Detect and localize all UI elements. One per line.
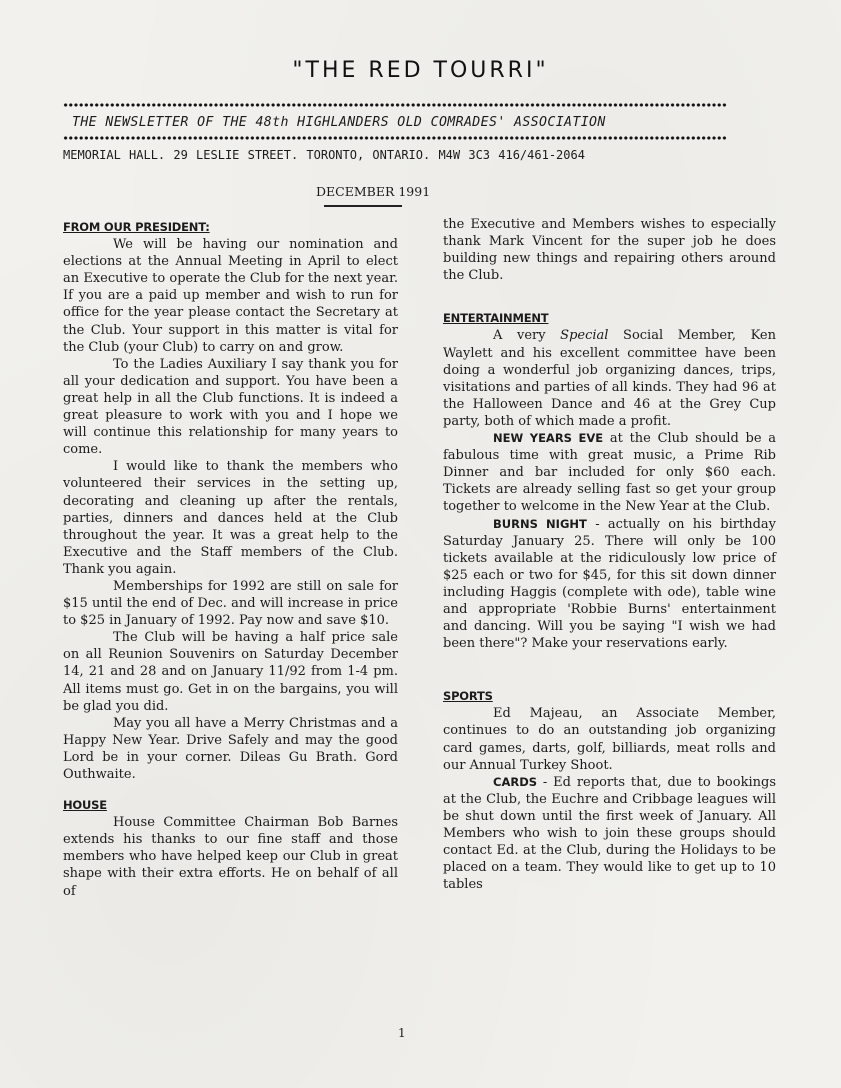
- asterisk-divider-bottom: [63, 134, 727, 142]
- cards-label: CARDS: [493, 774, 538, 789]
- left-column: [63, 219, 398, 900]
- president-paragraph-3: I would like to thank the members who volunteered their services in the setting up, decorating and cleaning up after the rentals, parties, dinners and dances held at the Club throughout the year. It was a great help to the Executive and the Staff members of the Club. Thank you again.: [63, 459, 398, 577]
- house-heading: HOUSE: [63, 798, 107, 813]
- newsletter-subtitle: THE NEWSLETTER OF THE 48th HIGHLANDERS OLD COMRADES' ASSOCIATION: [72, 115, 606, 130]
- president-paragraph-1: We will be having our nomination and elections at the Annual Meeting in April to elect an Executive to operate the Club for the next year. If you are a paid up member and wish to run for office for the year please contact the Secretary at the Club. Your support in this matter is vital for the Club (your Club) to carry on and grow.: [63, 237, 398, 355]
- burns-night-paragraph: BURNS NIGHT - actually on his birthday Saturday January 25. There will only be 100 tickets available at the ridiculously low price of $25 each or two for $45, for this sit down dinner including Haggis (complete with ode), table wine and appropriate 'Robbie Burns' entertainment and dancing. Will you be saying "I wish we had been there"? Make your reservations early.: [443, 516, 776, 652]
- entertainment-heading: ENTERTAINMENT: [443, 311, 549, 326]
- house-paragraph-continued: the Executive and Members wishes to especially thank Mark Vincent for the super job he does building new things and repairing others around the Club.: [443, 217, 776, 284]
- asterisk-divider-top: [63, 101, 727, 109]
- president-paragraph-6: May you all have a Merry Christmas and a Happy New Year. Drive Safely and may the good Lord be in your corner. Dileas Gu Brath. Gord Outhwaite.: [63, 715, 398, 782]
- entertainment-paragraph: A very Special Social Member, Ken Waylett and his excellent committee have been doing a wonderful job organizing dances, trips, visitations and parties of all kinds. They had 96 at the Halloween Dance and 46 at the Grey Cup party, both of which made a profit.: [443, 328, 777, 429]
- page-number: 1: [398, 1026, 406, 1040]
- president-paragraph-2: To the Ladies Auxiliary I say thank you for all your dedication and support. You have been a great help in all the Club functions. It is indeed a great pleasure to work with you and I hope we will continue this relationship for many years to come.: [63, 356, 398, 458]
- president-heading: FROM OUR PRESIDENT:: [63, 220, 210, 234]
- right-column: [443, 216, 776, 893]
- issue-date: DECEMBER 1991: [316, 184, 431, 199]
- cards-paragraph: CARDS - Ed reports that, due to bookings at the Club, the Euchre and Cribbage leagues will be shut down until the first week of January. All Members who wish to join these groups should contact Ed. at the Club, during the Holidays to be placed on a team. They would like to get up to 10 tables: [443, 774, 776, 893]
- club-address: MEMORIAL HALL. 29 LESLIE STREET. TORONTO, ONTARIO. M4W 3C3 416/461-2064: [63, 148, 585, 162]
- date-underline: [324, 205, 402, 207]
- president-paragraph-4: Memberships for 1992 are still on sale for $15 until the end of Dec. and will increase in price to $25 in January of 1992. Pay now and save $10.: [63, 578, 398, 629]
- sports-heading: SPORTS: [443, 689, 493, 704]
- president-paragraph-5: The Club will be having a half price sale on all Reunion Souvenirs on Saturday December 14, 21 and 28 and on January 11/92 from 1-4 pm. All items must go. Get in on the bargains, you will be glad you did.: [63, 630, 398, 714]
- special-emphasis: Special: [560, 328, 609, 344]
- newsletter-title: "THE RED TOURRI": [292, 58, 549, 83]
- new-years-eve-paragraph: NEW YEARS EVE at the Club should be a fabulous time with great music, a Prime Rib Dinner and bar included for only $60 each. Tickets are already selling fast so get your group together to welcome in the New Year at the Club.: [443, 431, 776, 515]
- house-paragraph: House Committee Chairman Bob Barnes extends his thanks to our fine staff and those members who have helped keep our Club in great shape with their extra efforts. He on behalf of all of: [63, 815, 398, 899]
- new-years-eve-label: NEW YEARS EVE: [493, 431, 604, 446]
- sports-paragraph: Ed Majeau, an Associate Member, continues to do an outstanding job organizing card games, darts, golf, billiards, meat rolls and our Annual Turkey Shoot.: [443, 706, 776, 773]
- burns-night-label: BURNS NIGHT: [493, 516, 587, 531]
